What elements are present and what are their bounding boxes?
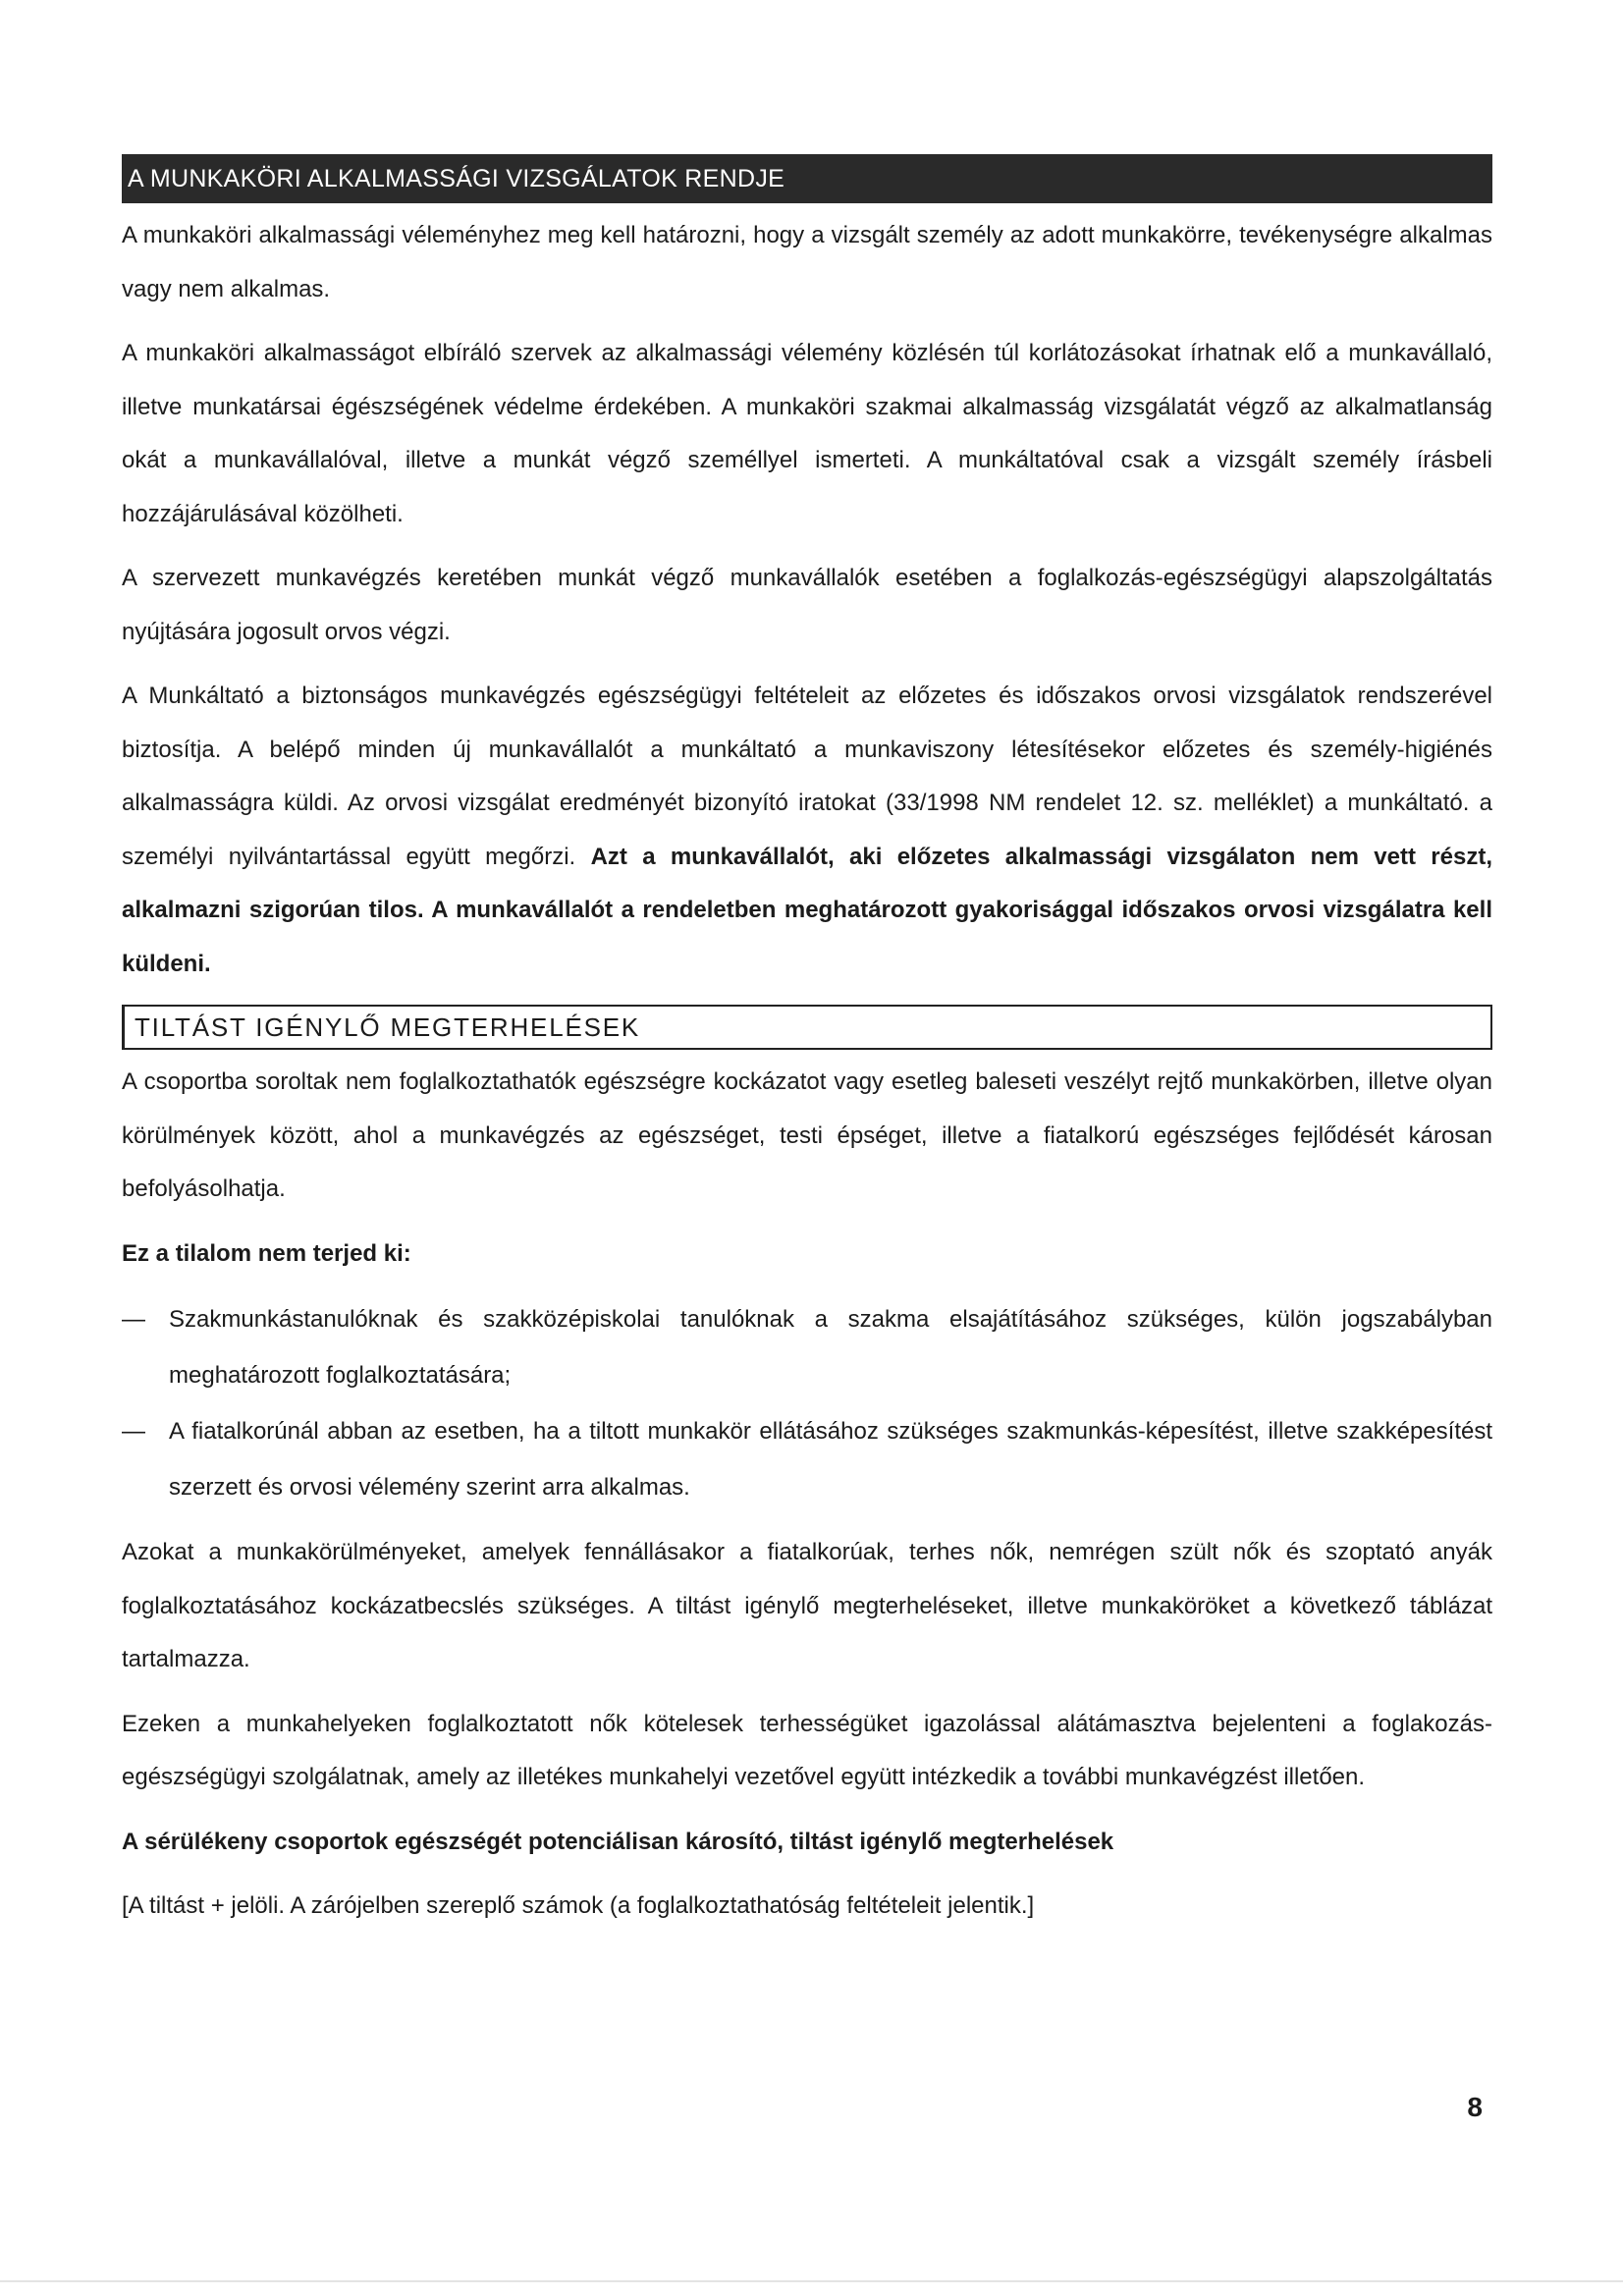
paragraph-employer-exams-text: A Munkáltató a biztonságos munkavégzés egészségügyi feltételeit az előzetes és időszakos orvosi vizsgálatok rendszerével biztosítja. A belépő minden új munkavállalót a munkáltató a munkaviszony létesítésekor előzetes és személy-higiénés alkalmasságra küldi. Az orvosi vizsgálat eredményét bizonyító iratokat (33/1998 NM rendelet 12. sz. melléklet) a munkáltató. a személyi nyilvántartással együtt megőrzi. [122,683,1492,870]
paragraph-pregnancy-notice: Ezeken a munkahelyeken foglalkoztatott nők kötelesek terhességüket igazolással alátámasztva bejelenteni a foglakozás-egészségügyi szolgálatnak, amely az illetékes munkahelyi vezetővel együtt intézkedik a további munkavégzést illetően. [122,1710,1492,1790]
list-item [122,1403,1492,1515]
section-heading-prohibited-loads: TILTÁST IGÉNYLŐ MEGTERHELÉSEK [122,1005,1492,1050]
dash-bullet: — [122,1306,145,1333]
table-heading: A sérülékeny csoportok egészségét potenciálisan károsító, tiltást igénylő megterhelések [122,1828,1114,1855]
page-edge-divider [0,2280,1623,2282]
exceptions-list [122,1291,1492,1515]
paragraph-risk-assessment: Azokat a munkakörülményeket, amelyek fennállásakor a fiatalkorúak, terhes nők, nemrégen szült nők és szoptató anyák foglalkoztatásához kockázatbecslés szükséges. A tiltást igénylő megterheléseket, illetve munkaköröket a következő táblázat tartalmazza. [122,1539,1492,1672]
paragraph-occupational-health: A szervezett munkavégzés keretében munkát végző munkavállalók esetében a foglalkozás-egészségügyi alapszolgáltatás nyújtására jogosult orvos végzi. [122,565,1492,645]
page-content [122,154,1492,1944]
paragraph-restrictions: A munkaköri alkalmasságot elbíráló szervek az alkalmassági vélemény közlésén túl korlátozásokat írhatnak elő a munkavállaló, illetve munkatársai égészségének védelme érdekében. A munkaköri szakmai alkalmasság vizsgálatát végző az alkalmatlanság okát a munkavállalóval, illetve a munkát végző személlyel ismerteti. A munkáltatóval csak a vizsgált személy írásbeli hozzájárulásával közölheti. [122,340,1492,527]
paragraph-group-restrictions: A csoportba soroltak nem foglalkoztathatók egészségre kockázatot vagy esetleg baleseti veszélyt rejtő munkakörben, illetve olyan körülmények között, ahol a munkavégzés az egészséget, testi épséget, illetve a fiatalkorú egészséges fejlődését károsan befolyásolhatja. [122,1068,1492,1202]
list-item-text: Szakmunkástanulóknak és szakközépiskolai tanulóknak a szakma elsajátításához szükséges, külön jogszabályban meghatározott foglalkoztatására; [169,1306,1492,1389]
list-item [122,1291,1492,1403]
page-number: 8 [1467,2092,1483,2122]
paragraph-employer-exams-bold: Azt a munkavállalót, aki előzetes alkalmassági vizsgálaton nem vett részt, alkalmazni szigorúan tilos. A munkavállalót a rendeletben meghatározott gyakorisággal időszakos orvosi vizsgálatra kell küldeni. [122,843,1493,977]
paragraph-suitability-opinion: A munkaköri alkalmassági véleményhez meg kell határozni, hogy a vizsgált személy az adott munkakörre, tevékenységre alkalmas vagy nem alkalmas. [122,222,1492,302]
dash-bullet: — [122,1418,145,1445]
list-item-text: A fiatalkorúnál abban az esetben, ha a tiltott munkakör ellátásához szükséges szakmunkás-képesítést, illetve szakképesítést szerzett és orvosi vélemény szerint arra alkalmas. [169,1418,1492,1501]
paragraph-employer-exams [122,670,1492,991]
exceptions-heading: Ez a tilalom nem terjed ki: [122,1239,411,1267]
table-note: [A tiltást + jelöli. A zárójelben szereplő számok (a foglalkoztathatóság feltételeit jelentik.] [122,1892,1035,1919]
section-heading-medical-exams: A MUNKAKÖRI ALKALMASSÁGI VIZSGÁLATOK RENDJE [122,154,1492,203]
